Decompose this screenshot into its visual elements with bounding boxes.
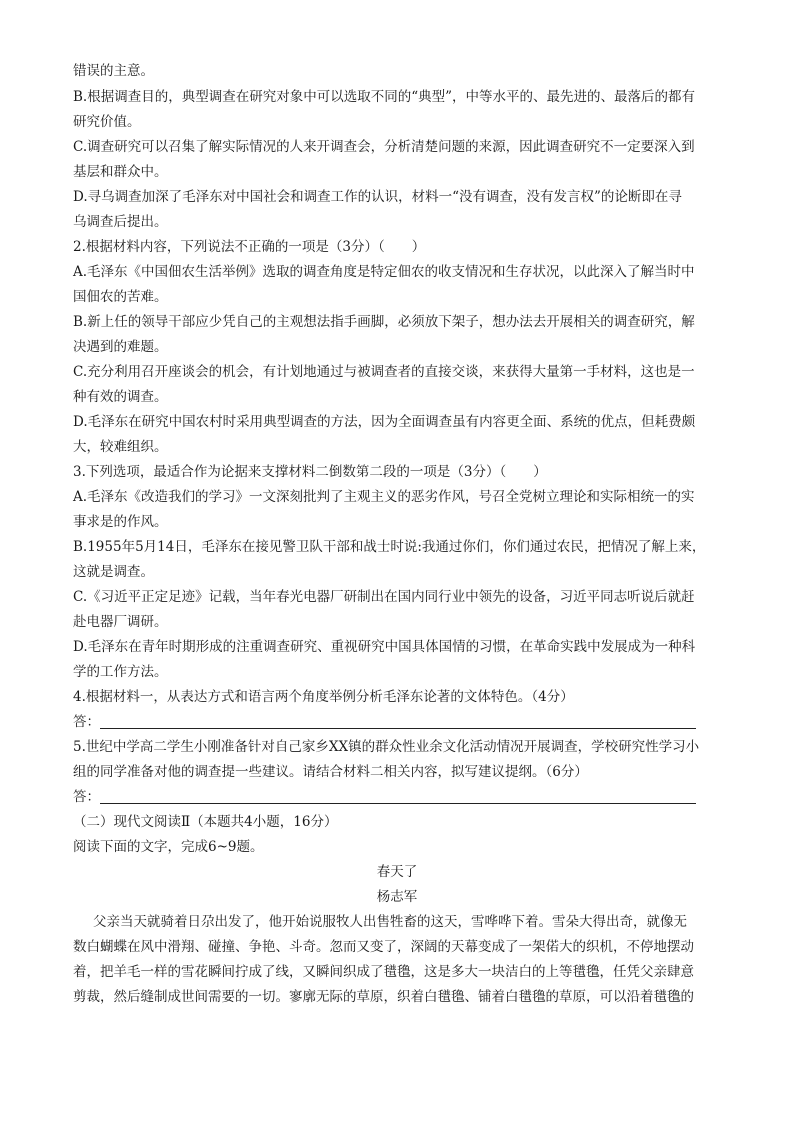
- text-line: 这就是调查。: [73, 564, 154, 580]
- text-line: 大，较难组织。: [73, 439, 168, 455]
- option-b: B.1955年5月14日，毛泽东在接见警卫队干部和战士时说:我通过你们，你们通过农民，把情况了解上来，: [73, 539, 706, 555]
- text-line: 错误的主意。: [73, 63, 154, 79]
- option-d: D.毛泽东在研究中国农村时采用典型调查的方法，因为全面调查虽有内容更全面、系统的优点，但耗费颇: [73, 414, 696, 430]
- text-line: 赴电器厂调研。: [73, 614, 168, 630]
- option-c: C.《习近平正定足迹》记载，当年春光电器厂研制出在国内同行业中领先的设备，习近平同志听说后就赶: [73, 589, 695, 605]
- article-paragraph-line: 数白蝴蝶在风中滑翔、碰撞、争艳、斗奇。忽而又变了，深阔的天幕变成了一架偌大的织机，不停地摆动: [73, 939, 694, 955]
- question-3-stem: 3.下列选项，最适合作为论据来支撑材料二倒数第二段的一项是（3分）（ ）: [73, 464, 547, 480]
- text-line: 决遇到的难题。: [73, 339, 168, 355]
- text-line: 种有效的调查。: [73, 389, 168, 405]
- text-line: 乌调查后提出。: [73, 214, 168, 230]
- option-d: D.毛泽东在青年时期形成的注重调查研究、重视研究中国具体国情的习惯，在革命实践中发展成为一种科: [73, 639, 696, 655]
- question-4-stem: 4.根据材料一，从表达方式和语言两个角度举例分析毛泽东论著的文体特色。（4分）: [73, 689, 574, 705]
- question-2-stem: 2.根据材料内容，下列说法不正确的一项是（3分）（ ）: [73, 239, 426, 255]
- text-line: 组的同学准备对他的调查提一些建议。请结合材料二相关内容，拟写建议提纲。（6分）: [73, 764, 588, 780]
- instruction: 阅读下面的文字，完成6~9题。: [73, 839, 264, 855]
- text-line: 国佃农的苦难。: [73, 289, 168, 305]
- text-line: C.调查研究可以召集了解实际情况的人来开调查会，分析清楚问题的来源，因此调查研究不一定要深入到: [73, 139, 695, 155]
- option-a: A.毛泽东《改造我们的学习》一文深刻批判了主观主义的恶劣作风，号召全党树立理论和实际相统一的实: [73, 489, 695, 505]
- article-paragraph-line: 父亲当天就骑着日尕出发了，他开始说服牧人出售牲畜的这天，雪哗哗下着。雪朵大得出奇，就像无: [93, 914, 687, 930]
- option-a: A.毛泽东《中国佃农生活举例》选取的调查角度是特定佃农的收支情况和生存状况，以此深入了解当时中: [73, 264, 695, 280]
- article-paragraph-line: 着，把羊毛一样的雪花瞬间拧成了线，又瞬间织成了氆氇，这是多大一块洁白的上等氆氇，任凭父亲肆意: [73, 964, 694, 980]
- article-paragraph-line: 剪裁，然后缝制成世间需要的一切。寥廓无际的草原，织着白氆氇、铺着白氆氇的草原，可以沿着氆氇的: [73, 989, 694, 1005]
- text-line: 学的工作方法。: [73, 664, 168, 680]
- text-line: 基层和群众中。: [73, 164, 168, 180]
- answer-line-q5[interactable]: [100, 803, 696, 804]
- text-line: D.寻乌调查加深了毛泽东对中国社会和调查工作的认识，材料一“没有调查，没有发言权”的论断即在寻: [73, 189, 682, 205]
- text-line: B.根据调查目的，典型调查在研究对象中可以选取不同的“典型”，中等水平的、最先进的、最落后的都有: [73, 89, 696, 105]
- option-c: C.充分利用召开座谈会的机会，有计划地通过与被调查者的直接交谈，来获得大量第一手材料，这也是一: [73, 364, 695, 380]
- text-line: 研究价值。: [73, 114, 141, 130]
- question-5-stem: 5.世纪中学高二学生小刚准备针对自己家乡XX镇的群众性业余文化活动情况开展调查，学校研究性学习小: [73, 739, 700, 755]
- article-author: 杨志军: [376, 889, 418, 905]
- option-b: B.新上任的领导干部应少凭自己的主观想法指手画脚，必须放下架子，想办法去开展相关的调查研究，解: [73, 314, 695, 330]
- answer-label: 答：: [73, 714, 100, 730]
- answer-line-q4[interactable]: [100, 728, 696, 729]
- text-line: 事求是的作风。: [73, 514, 168, 530]
- article-title: 春天了: [376, 864, 418, 880]
- answer-label: 答：: [73, 789, 100, 805]
- section-header: （二）现代文阅读Ⅱ（本题共4小题，16分）: [73, 814, 338, 830]
